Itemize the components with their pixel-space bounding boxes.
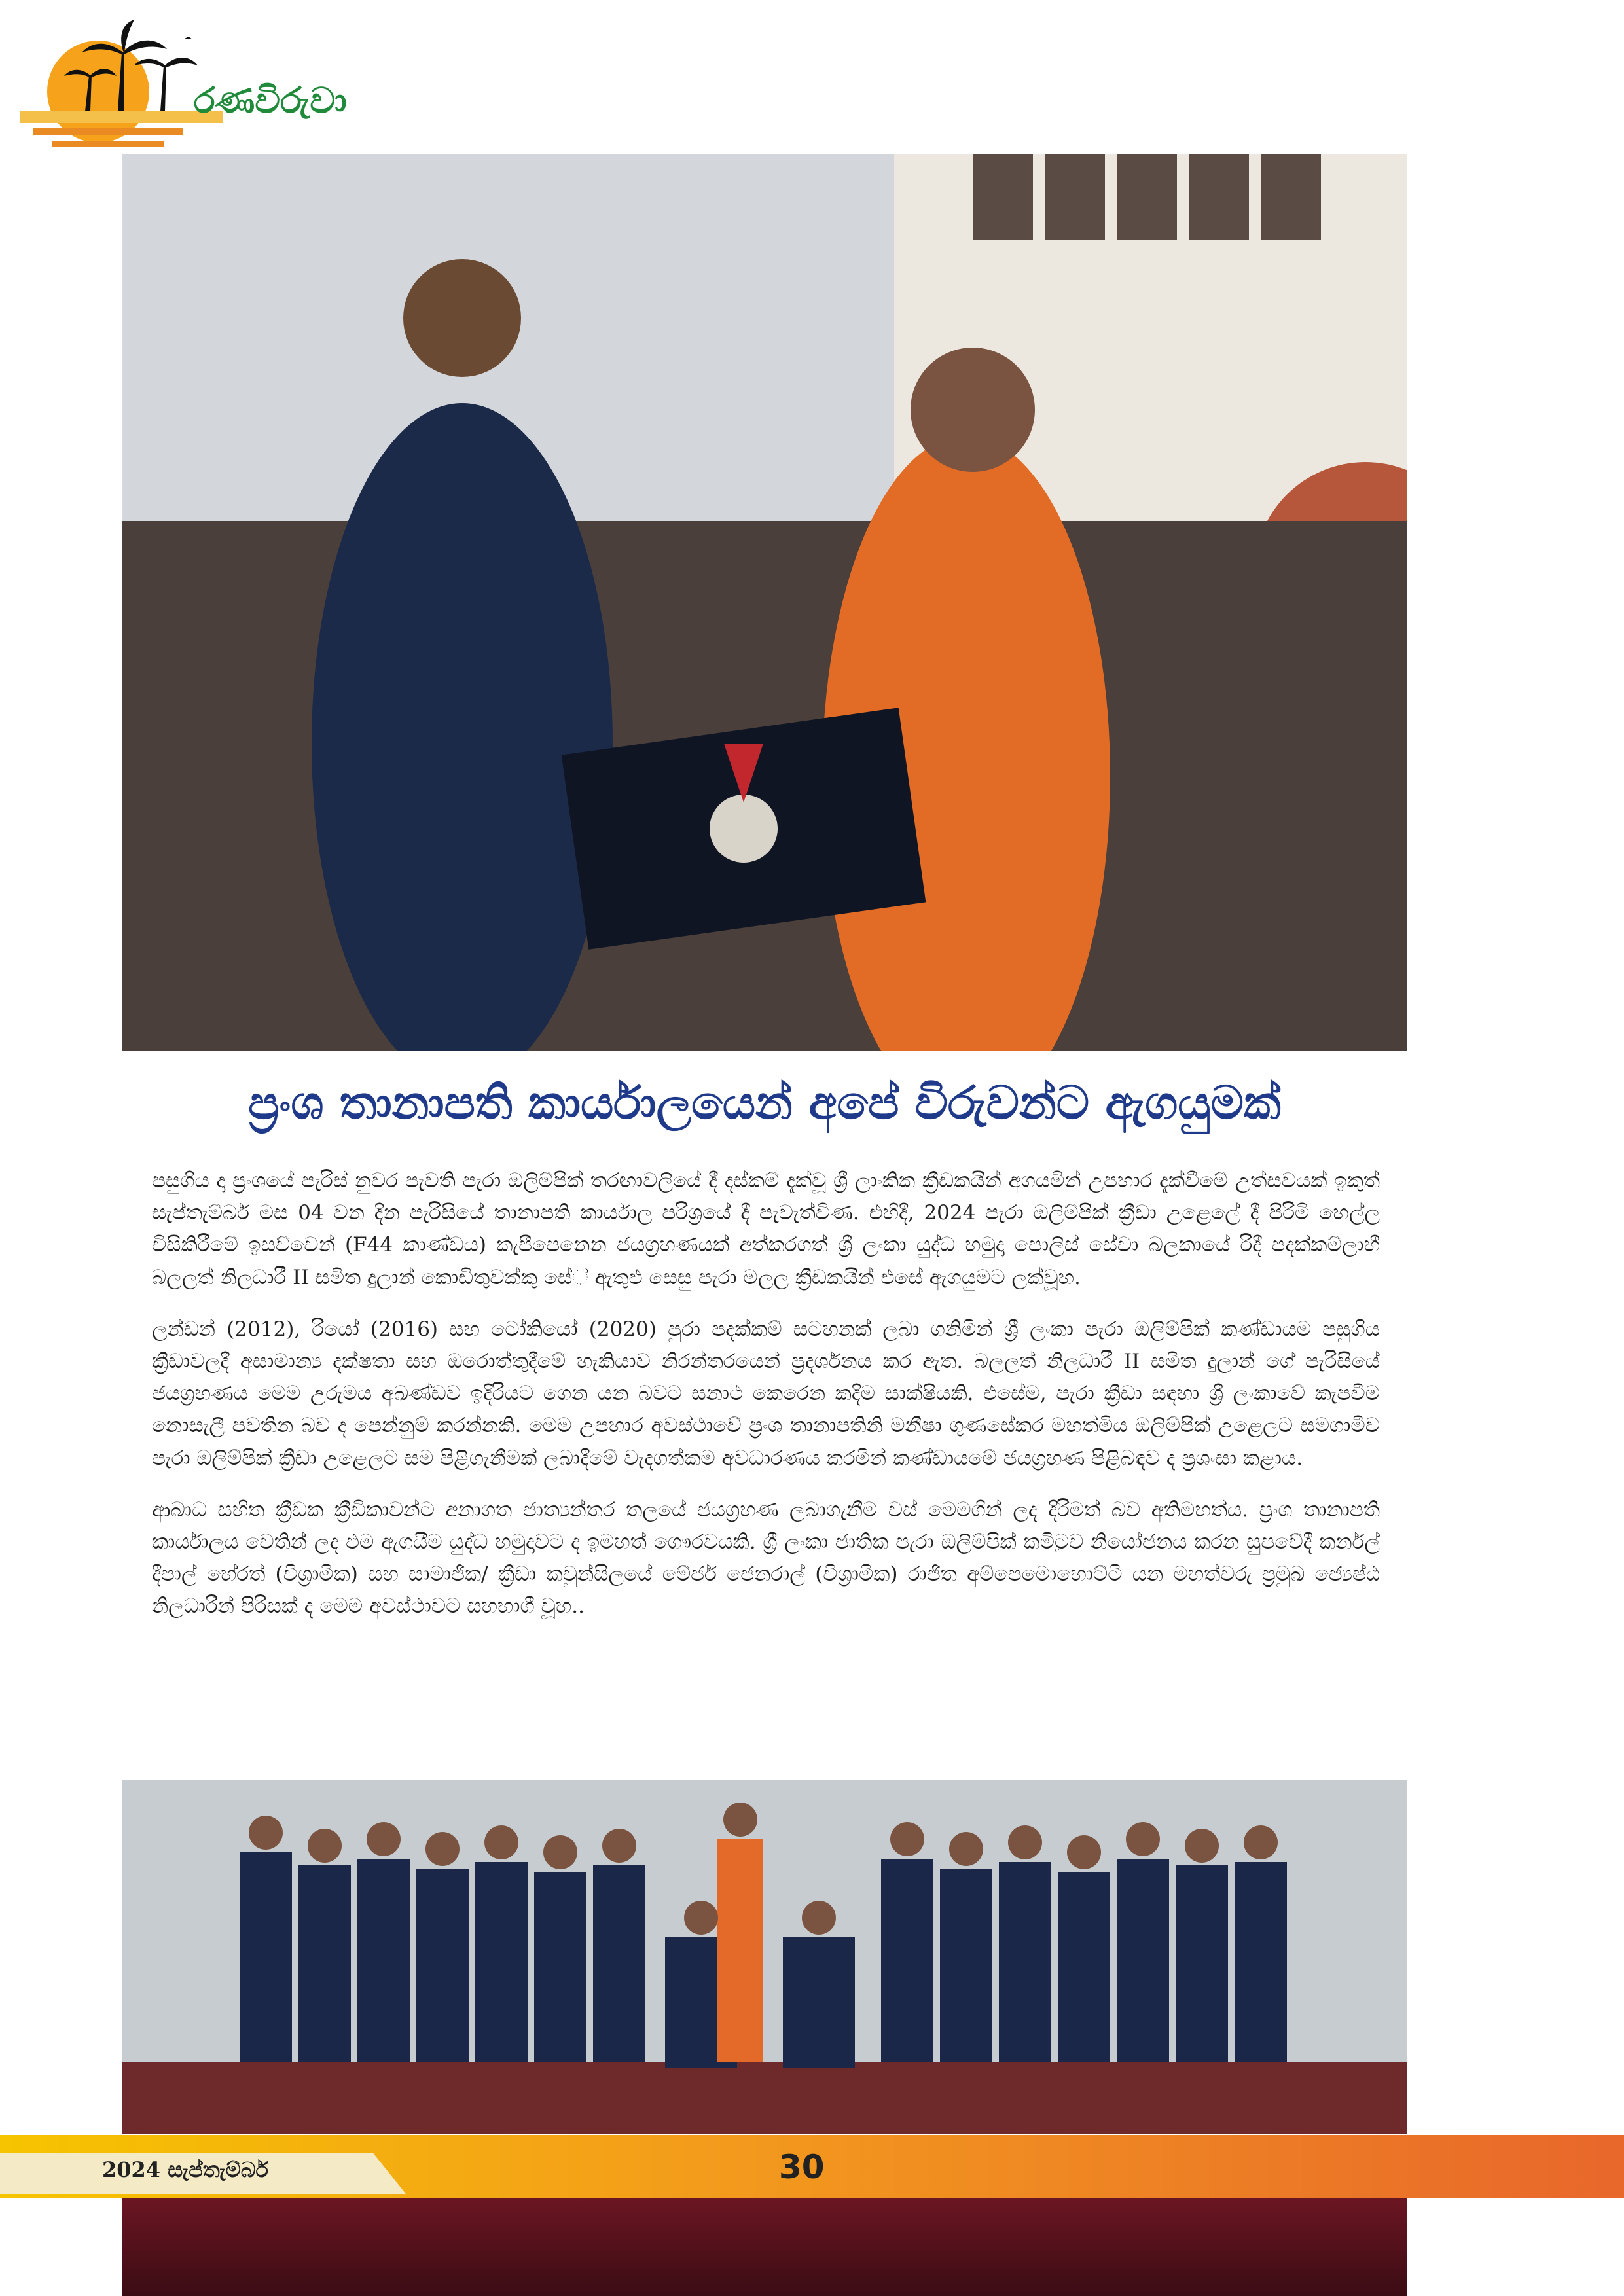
page-number: 30 (779, 2148, 825, 2186)
palm-sunset-icon (20, 13, 223, 170)
group-photo (122, 1780, 1407, 2134)
bottom-photo-strip (122, 2198, 1407, 2296)
article-paragraph: පසුගිය දා ප්‍රංශයේ පැරිස් නුවර පැවති පැරා ඔලිම්පික් තරඟාවලියේ දී දස්කම් දැක්වූ ශ්‍රී ලාංකික ක්‍රීඩකයින් අගයමින් උපහාර දැක්වීමේ උත්සවයක් ඉකුත් සැප්තැම්බර් මස 04 වන දින පැරිසියේ තානාපති කාර්යාල පරිශ්‍රයේ දී පැවැත්විණ. එහිදී, 2024 පැරා ඔලිම්පික් ක්‍රීඩා උළෙලේ දී පිරිමි හෙල්ල විසිකිරීමේ ඉසව්වෙන් (F44 කාණ්ඩය) කැපීපෙනෙන ජයග්‍රහණයක් අත්කරගත් ශ්‍රී ලංකා යුද්ධ හමුදා පොලිස් සේවා බලකායේ රිදී පදක්කම්ලාභී බලලත් නිලධාරී II සමිත දුලාන් කොඩිතුවක්කු සේ් ඇතුළු සෙසු පැරා මලල ක්‍රීඩකයින් එසේ ඇගයුමට ලක්වූහ. (152, 1169, 1380, 1289)
headline-band (122, 1051, 1407, 1155)
article-headline: ප්‍රංශ තානාපති කාර්යාලයෙන් අපේ විරුවන්ට ඇගයුමක් (248, 1075, 1281, 1130)
award-presentation-photo (122, 154, 1407, 1051)
article-body (152, 1165, 1380, 1643)
article-paragraph: ලන්ඩන් (2012), රියෝ (2016) සහ ටෝකියෝ (2020) පුරා පදක්කම් සටහනක් ලබා ගනිමින් ශ්‍රී ලංකා පැරා ඔලිම්පික් කණ්ඩායම පසුගිය ක්‍රීඩාවලදී අසාමාන්‍ය දක්ෂතා සහ ඔරොත්තුදීමේ හැකියාව නිරන්තරයෙන් ප්‍රදර්ශනය කර ඇත. බලලත් නිලධාරී II සමිත දුලාන් ගේ පැරිසියේ ජයග්‍රහණය මෙම උරුමය අඛණ්ඩව ඉදිරියට ගෙන යන බවට සනාථ කෙරෙන කදිම සාක්ෂියකි. එසේම, පැරා ක්‍රීඩා සඳහා ශ්‍රී ලංකාවේ කැපවීම නොසැලී පවතින බව ද පෙන්නුම් කරන්නකි. මෙම උපහාර අවස්ථාවේ ප්‍රංශ තානාපතිනි මනීෂා ගුණසේකර මහත්මිය ඔලිම්පික් උළෙලට සමගාමීව පැරා ඔලිම්පික් ක්‍රීඩා උළෙලට සම පිළිගැනීමක් ලබාදීමේ වැදගත්කම අවධාරණය කරමින් කණ්ඩායමේ ජයග්‍රහණ පිළිබඳව ද ප්‍රශංසා කළාය. (152, 1317, 1380, 1470)
magazine-title: රණවිරුවා (194, 80, 347, 121)
article-paragraph: ආබාධ සහිත ක්‍රීඩක ක්‍රීඩිකාවන්ට අනාගත ජාත්‍යන්තර තලයේ ජයග්‍රහණ ලබාගැනීම වස් මෙමගින් ලද දිරිමත් බව අතිමහත්ය. ප්‍රංශ තානාපති කාර්යාලය වෙතින් ලද එම ඇගයීම යුද්ධ හමුදාවට ද ඉමහත් ගෞරවයකි. ශ්‍රී ලංකා ජාතික පැරා ඔලිම්පික් කමිටුව නියෝජනය කරන සුපවේදී කර්නල් දීපාල් හේරත් (විශ්‍රාමික) සහ සාමාජික/ ක්‍රීඩා කවුන්සිලයේ මේජර් ජෙනරාල් (විශ්‍රාමික) රාජිත අම්පෙමොහොට්ටි යන මහත්වරු ප්‍රමුඛ ජ්‍යෙෂ්ඨ නිලධාරීන් පිරිසක් ද මෙම අවස්ථාවට සහභාගී වූහ.. (152, 1498, 1380, 1619)
issue-date: 2024 සැප්තැම්බර් (102, 2157, 268, 2182)
magazine-logo (20, 13, 223, 170)
